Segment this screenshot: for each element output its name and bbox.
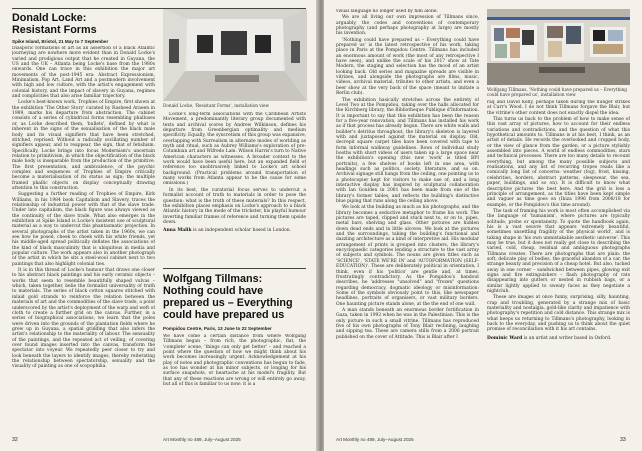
paragraph: Diasporic formations of art as an assertion of a black Atlantic journeying are nowhere more evident than in Donald Locke's varied and prodigious output that he created in Guyana, the US and the UK – Atlanta being Locke's base from the 1980s onwards. One can trace in this exhibition the major art movements of the post-1945 era: Abstract Expressionism, Minimalism, Pop Art, Land Art and a postmodern involvement with high and low culture, with the artist's engagement with colonial history, and the impact of slavery in Guyana, regimes and complicities that also arise familiar trajectory.	[12, 46, 155, 100]
review1-signature	[163, 228, 306, 233]
signature-name: Dominic Ward	[487, 335, 523, 341]
review2-title: Wolfgang Tillmans: Nothing could have prepared us – Everything could have prepared us	[163, 273, 293, 321]
review2-column-2	[336, 9, 479, 433]
page-number: 32	[12, 437, 18, 443]
paragraph: raq and David Kelly, perhaps taken during the hunger strikes at Carr's Wood. I do not think Tillmans forgave the Blair, but the vitrine's other content does not exactly dispel the idea.	[487, 100, 630, 116]
locke-photo-caption: Donald Locke, 'Resistant Forms', installation view	[163, 103, 270, 108]
signature-bio: is an independent scholar based in London.	[192, 228, 292, 234]
review2-column-1	[163, 334, 306, 432]
locke-installation-photo	[163, 9, 307, 101]
paragraph: Suggesting a further reading of Trophies of Empire, Kirk Williams, in his 1984 book Capitalism and Slavery, traces the relationship of industrial power with that of the slave trade. Under late capitalism, the black figure was always viewed as the continuity of the slave trade. What also emerges in the exhibition at Spike Island is Locke's insistent use of sculptural material as a way to undercut this phantasmatic projection. In several photographs of the artist taken in the 1960s, we can see how he posed, cheek to cheek with his white friends, yet his middle-aged spread politically deflates the associations of the kind of black masculinity that is ubiquitous in media and popular culture. The work appears also in another photograph of the artist in which he sits a steel-wool cabinet next to two paintings that also highlight colonial ties.	[12, 192, 155, 267]
paragraph: We are all living our own impression of Tillmans since, arguably, the codes and conventions of contemporary photography (and perhaps photography at large) are mostly his invention.	[336, 15, 479, 37]
paragraph: A man stands beneath an enormous border fortification in Gaza, taken in 1992 when he was in the Palestinian. This is the only picture in such a small vitrine. Tillmans has reproduced five of his own photographs of Tony Blair reclining, laughing and sipping tea. These are camera stills from a 2006 portrait published on the cover of Attitude. This is Blair after I	[336, 307, 479, 340]
left-page	[0, 0, 318, 451]
section-rule	[163, 268, 306, 269]
folio: Art Monthly no 489, July–August 2025	[336, 437, 414, 442]
paragraph: These are images at once funny, surprising, silly, haunting, crap and troubling, generated by a strange mix of basic materiality and nostalgia, gold-like clarity and impatience with photography's repetition and cold distance. This strange mix is what keeps us returning to Tillmans's photography, looking in back to the everyday, and pushing us to think about the quiet promise of reconciliation with it his art contains.	[487, 295, 630, 333]
folio: Art Monthly no 489, July–August 2025	[163, 437, 241, 442]
paragraph: Locke's long-term associations with the Caribbean Artists Movement, a predominantly literary group documented with texts and archival scores by Andrew Wilkinson, defines his departure from Greenbergian optimality and medium specificity. Equally, the syncretism of this group was expansive, overlapping with Surrealism in alternate modes of worlding as myth and ritual, such as Aubrey Williams's exploration of pre-Columbian art and Wifredo Lam. Wilson Harris's turn to Native American characters as witnesses. A broader context to the work would have been useful here, but an expanded field of reference too unobtrusively linked to Locke's art school background. (Practical problems around transportation of many works from Atlanta appear to be the cause for some omissions.)	[163, 112, 306, 187]
review1-venue: Spike Island, Bristol, 21 May to 7 September	[12, 39, 109, 44]
paragraph: In its best, the curatorial focus serves to undercut a formalist account of truth to materials in order to pose the question: what is the truth of these materials? In this respect, the exhibition places emphasis on Locke's approach to a black Atlantic history in the mode of the trickster, his playful humour inverting familiar frames of reference and turning them upside down.	[163, 187, 306, 225]
signature-name: Anna Malik	[163, 228, 192, 234]
signature-bio: is an artist and writer based in Oxford.	[523, 335, 612, 341]
tillmans-installation-photo	[487, 9, 630, 85]
paragraph: We look at the building as much as his photographs, and the library becomes a seductive metaphor to frame his work. The pictures are taped, clipped and stuck next to, or on to, pipes, metal bars, shelving and glass. Other pictures are hidden down dead ends and in little alcoves. We look at the pictures and the surroundings, taking the building's functional and dazzling architecture as a kind of interpretive aid. His modular arrangement of prints is grouped into clusters, the library's encyclopaedic categories lending a structure to the vast array of subjects and symbols. The nouns are given titles such as 'SCIENCE', 'STATE WE'RE IN' and 'AUTOFORMATION (SELF-EDUCATION)'. These are deliberately political in orientation, I think, even if his 'politics' are gentle and, at times, frustratingly contradictory. As the Pompidou's handout describes, he 'addresses "unsolved" and "frozen" questions regarding democracy, dogmatic ideology or misinformation: Some of the symbols obviously point to this, like newspaper headlines, portraits of organisers, or vast military borders. One haunting picture stands alone, at the the end of one wall.	[336, 205, 479, 307]
review1-title: Donald Locke: Resistant Forms	[12, 12, 97, 36]
paragraph: We have come a certain distance from where Wolfgang Tillmans began – from rich, the photographic, flat, the 'complete' scene, 'things can only get better' – and reached a point where the question of how we might think about his work becomes increasingly urgent. Acknowledgement at his play of notes and photographic conventions has begun to fade, as too has wonder at his minor subjects, or longing for his surface snapshots, or heartache at his model's fragility. But that any of these reactions are wrong or will entirely go away, but all of this is familiar to us now: it is a	[163, 334, 306, 388]
page-number: 33	[620, 437, 626, 443]
paragraph: It is in this thread of Locke's humour that draws one closer to his abstract black paintings and his early ceramic objects – works that seem to resemble beautifully shaped vulvas – which, taken together, belie the formalist universality of truth to materials. The series of black cotton squares stitched with inlaid gold strands to reinforce the relation between the materials of art and the commodities of the slave trade, a point underscored by the artist's deployment of the warp and weft of cloth to create a further grid on the canvas. Further, in a series of biographical associations, we learn that the poles were driven into the grounds of the plantation fields where he grew up in Guyana, a spatial gridding that also infers the artist's relationship to the materiality of labour. The sensuality of the paintings, and the repeated act of veiling, of covering over found images inserted into the canvas, transform the spectator into voyeur. We repeatedly peer closer to try and look beneath the layers to identify images, thereby reiterating the relationship between spectatorship, sexuality and the visuality of painting as one of scopophilia.	[12, 268, 155, 370]
review2-venue: Pompidou Centre, Paris, 13 June to 22 September	[163, 326, 272, 331]
review1-column-1	[12, 46, 155, 432]
paragraph: 'Nothing could have prepared us – Everything could have prepared us' is the latest retrospective of his work, taking place in Paris at the Pompidou Centre. Tillmans has included an enormous amount of work (the most of any retrospective I have seen), and unlike the scale of his 2017 show at Tate Modern, the staging and selection has the mood of an artist looking back. Old series and magazine spreads are visible in vitrines, and alongside the photographs are films, music, videos, archival material, tributes to other artists, and even a beer show at the very back of the space (meant to imitate a Berlin club).	[336, 37, 479, 97]
paragraph: visual language no longer used by him alone.	[336, 9, 438, 14]
paragraph: The exhibition basically stretches across the entirety of Level Two at the Pompidou, taking over the halls allocated for the Kirchberg library, the Bibliotheque Publique d'Information. It is important to say that this exhibition has been the reason for a five-year renovation, and Tillmans has installed his work as if that process has already begun. There are white walls and builder's detritus throughout, the library's skeleton is layered with and juxtaposed against the material on display. Old, decrepit square carpet tiles have been covered with tape to form informal walkway guidelines. Rows of individual study booths with short videos of users taken up a large space near the exhibition's opening (this new 'work' is titled BPI portraits), a few shelves of books left in one area, with headings such as politics, society, literature, and so on. Archival signage still hangs from the ceiling, one pointing us to a photocopier kept for visitors to make use of; and a long interactive display has inspired by sculptural collaboration with Ian Goulden in 2001 has been made from one of the library's former tables, and reflects the building's distinctive blue piping that runs along the ceiling above.	[336, 97, 479, 205]
review1-column-2	[163, 112, 306, 262]
tillmans-photo-caption: Wolfgang Tillmans, 'Nothing could have prepared us – Everything could have prepared us', installation view	[487, 87, 627, 97]
paragraph: The task of framing his work is most often accomplished via the language of 'humanism', where pictures are typically solitude, probe or spontaneity. To quote the handbook again, his is a vast oeuvre that appears 'extremely beautiful, sometimes unsettling fragility of the physical world', and is taking shape in 'his own unmistakable aesthetic universe'. This may be true, but it does not really get close to describing the varied, cold, cheap, residual and ambiguous photographs Tillmans creates. There are photographs that are plain: the soft, delicate play of bodies, the graceful abandon of a car, the strange beauty and precision of a cheap hotel. But also, tucked away in one corner – sandwiched between pipes, glowing exit signs and fire extinguishers – flash photography of rats disappearing into gutters or nested in rubbish bags, or a similar lightly applied to sweaty faces as they negotiate a nightclub.	[487, 208, 630, 295]
review2-column-3	[487, 100, 630, 433]
paragraph: Locke's best-known work, Trophies of Empire, first shown at the exhibition 'The Other Story' curated by Rasheed Araeen in 1989, marks his departure from abstraction. The cabinet consists of a series of cylindrical forms resembling phalluses or, as Locke described them, 'bullets', defined by what is inherent in the signs of the sexualisation of the black male body and its visual signifiers that have been stretched, stitched, reprised. Without a radically oscillating number of signifiers appear, and to reappear, the sign, that of fetishism. Specifically, Locke brings into focus Modernism's uncertain relation to primitivism, in which the objectification of the black male body is inseparable from the production of the primitive. The first presentation, and ambivalence, of the psychic complex and sequences of Trophies of Empire critically become a materialisation of its status as sign; the multiple framed phallic objects on display conceptually drawing attention to this construction.	[12, 100, 155, 191]
review2-signature	[487, 336, 630, 341]
right-page	[324, 0, 642, 451]
paragraph: This turns us back to the problem of how to make sense of this vast array of pictures, how to account for their endless variations and contradictions, and the question of what this hypothetical amounts to. Tillmans is at his best, I think, as an artist of details. He records the overlooked and cropped body, or the view of glance from the garden, or a picture stylishly assembled into pieces. A world of endless commodities, stars and technical processes. There are too many details to recount everything, but among the many possible subjects and realisations, and any list of recurring tropes reads like a comically long list of concerns: weather (fog), frost, kissing, celebrities, borders, abstract patterns, sleepwear, the sea, paper, buildings, and so on). It is difficult to know what descriptive pictures the best here. And the grid is less a principle of arrangement, as the titles have been kept simple and vaguer as time goes on (Ibiza 1996 from 2008/18 for example, or the Pompidou's this time around).	[487, 117, 630, 208]
